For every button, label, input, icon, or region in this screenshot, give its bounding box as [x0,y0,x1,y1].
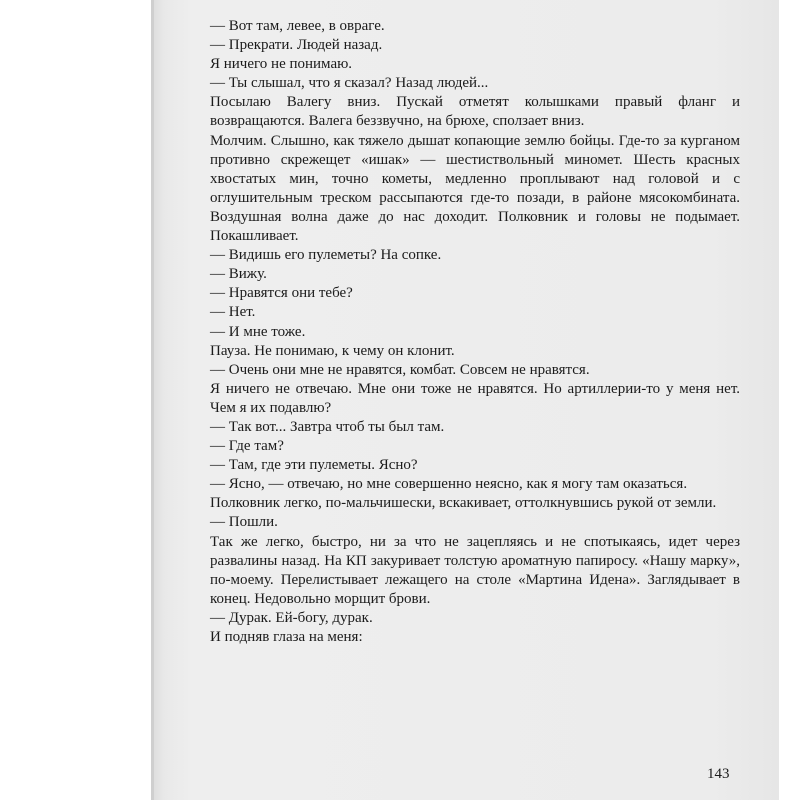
paragraph: Пауза. Не понимаю, к чему он клонит. [210,342,455,359]
page-number: 143 [707,766,730,782]
paragraph: — Вот там, левее, в овраге. [210,18,385,34]
paragraph: — Очень они мне не нравятся, комбат. Совсем не нравятся. [210,361,590,378]
paragraph: — Там, где эти пулеметы. Ясно? [210,457,418,474]
paragraph: И подняв глаза на меня: [210,629,363,645]
paragraph: — Вижу. [210,266,267,283]
paragraph: — Прекрати. Людей назад. [210,37,383,54]
paragraph: — Нет. [210,304,256,321]
paragraph: Я ничего не отвечаю. Мне они тоже не нравятся. Но артиллерии-то у меня нет. Чем я их подавлю? [210,380,740,416]
paragraph: Молчим. Слышно, как тяжело дышат копающие землю бойцы. Где-то за курганом противно скрежещет «ишак» — шестиствольный миномет. Шесть красных хвостатых мин, точно кометы, медленно проплывают над головой и с оглушительным треском рассыпаются где-то позади, в районе мясокомбината. Воздушная волна даже до нас доходит. Полковник и головы не подымает. Покашливает. [210,132,740,245]
paragraph: Посылаю Валегу вниз. Пускай отметят колышками правый фланг и возвращаются. Валега беззвучно, на брюхе, сползает вниз. [210,94,740,130]
page-edge-shadow [151,0,154,800]
paragraph: — И мне тоже. [210,323,306,340]
paragraph: — Так вот... Завтра чтоб ты был там. [210,418,445,435]
page-text-block [210,17,740,647]
paragraph: Так же легко, быстро, ни за что не зацепляясь и не спотыкаясь, идет через развалины назад. На КП закуривает толстую ароматную папиросу. «Нашу марку», по-моему. Перелистывает лежащего на столе «Мартина Идена». Заглядывает в конец. Недовольно морщит брови. [210,533,740,607]
paragraph: — Ясно, — отвечаю, но мне совершенно неясно, как я могу там оказаться. [210,476,688,493]
paragraph: — Дурак. Ей-богу, дурак. [210,609,373,626]
paragraph: — Пошли. [210,514,278,531]
paragraph: — Видишь его пулеметы? На сопке. [210,247,442,264]
paragraph: — Ты слышал, что я сказал? Назад людей... [210,75,489,92]
paragraph: — Где там? [210,438,284,455]
paragraph: Полковник легко, по-мальчишески, вскакивает, оттолкнувшись рукой от земли. [210,495,717,512]
paragraph: Я ничего не понимаю. [210,56,353,73]
paragraph: — Нравятся они тебе? [210,285,353,302]
